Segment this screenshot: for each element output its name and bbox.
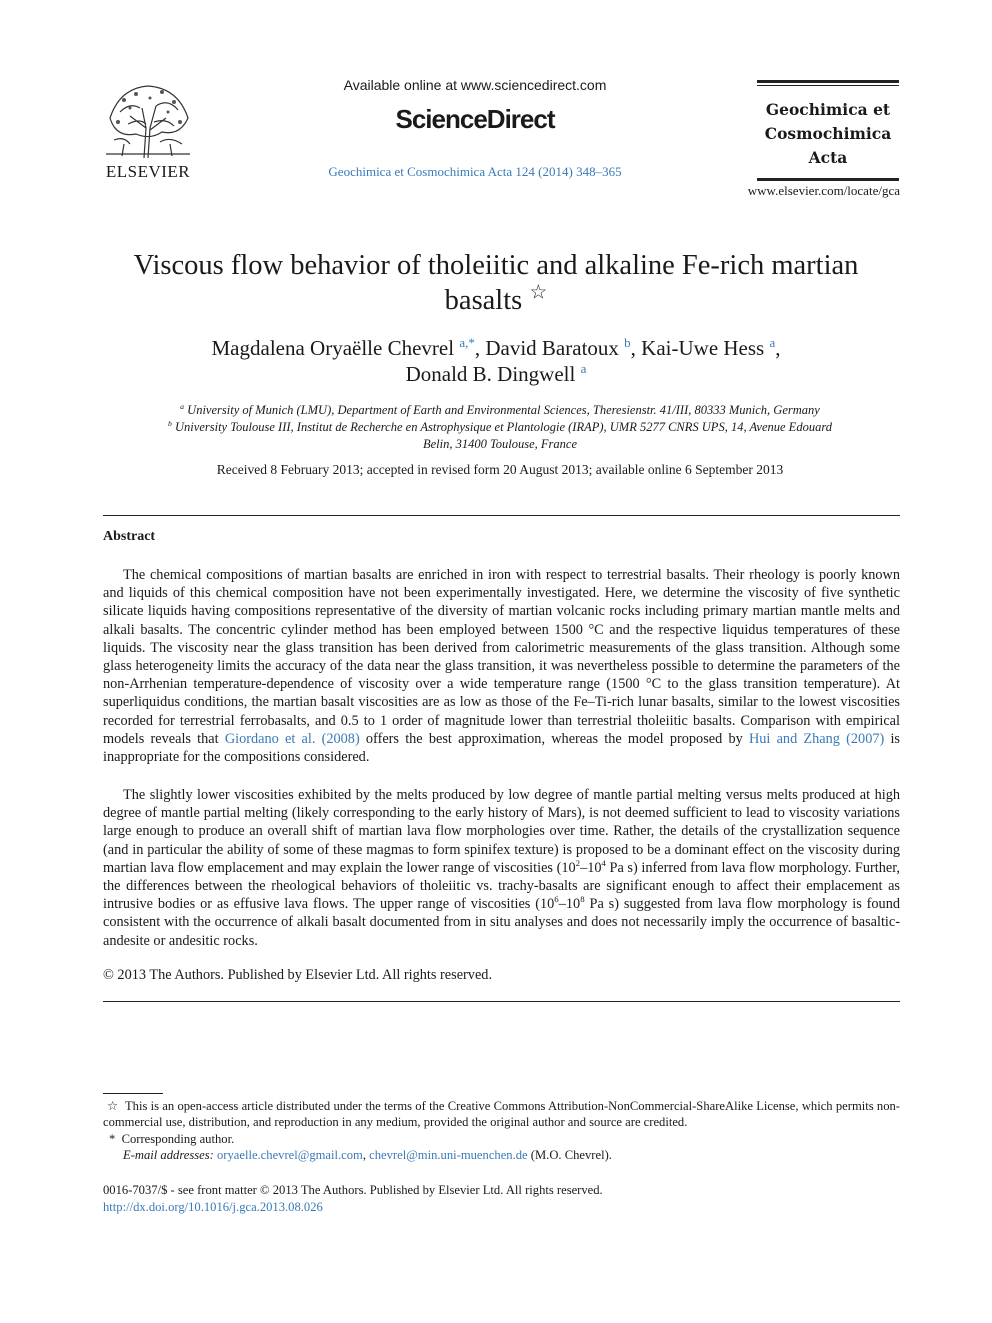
footnote-asterisk: * bbox=[109, 1132, 116, 1146]
journal-name-line: Geochimica et bbox=[765, 100, 891, 119]
author-name[interactable]: Kai-Uwe Hess bbox=[641, 336, 765, 360]
journal-name-line: Acta bbox=[808, 148, 848, 167]
author-line-1: Magdalena Oryaëlle Chevrel $^{a,*}$, David Baratoux $^b$, Kai-Uwe Hess $^a$, bbox=[211, 335, 781, 360]
article-title bbox=[90, 248, 902, 318]
affiliation-b bbox=[100, 419, 900, 436]
abstract-paragraph-1 bbox=[103, 566, 900, 766]
journal-rule-bottom bbox=[757, 178, 899, 181]
affiliation-marker: a bbox=[180, 401, 185, 411]
abstract-bottom-rule bbox=[103, 1001, 900, 1002]
footnote-rule bbox=[103, 1093, 163, 1094]
footnote-text: Corresponding author. bbox=[121, 1132, 235, 1146]
email-label: E-mail addresses: bbox=[123, 1148, 214, 1162]
abstract-text: –10 bbox=[558, 896, 581, 913]
elsevier-tree-icon bbox=[100, 78, 196, 160]
abstract-top-rule bbox=[103, 515, 900, 516]
doi-link[interactable]: http://dx.doi.org/10.1016/j.gca.2013.08.026 bbox=[103, 1200, 323, 1214]
elsevier-logo bbox=[100, 78, 196, 184]
abstract-text: offers the best approximation, whereas the model proposed by bbox=[359, 730, 749, 747]
article-dates: Received 8 February 2013; accepted in revised form 20 August 2013; available online 6 September 2013 bbox=[216, 462, 784, 477]
journal-url[interactable]: www.elsevier.com/locate/gca bbox=[747, 183, 900, 198]
email-link[interactable]: chevrel@min.uni-muenchen.de bbox=[369, 1148, 528, 1162]
abstract-text: Pa s) inferred from lava flow morphology. Further, the differences between the rheological behaviors of tholeiitic vs. trachy-basalts are significant enough to affect their emplacement as intrusive bodies or as effusive lava flows. The upper range of viscosities (10 bbox=[103, 859, 900, 913]
reference-link[interactable]: Giordano et al. (2008) bbox=[224, 730, 360, 747]
publisher-name: ELSEVIER bbox=[105, 162, 191, 181]
author-name[interactable]: Donald B. Dingwell bbox=[405, 362, 576, 386]
author-affiliation-marker[interactable]: b bbox=[624, 335, 631, 350]
email-footnote bbox=[103, 1147, 900, 1163]
abstract-text: is inappropriate for the compositions considered. bbox=[103, 730, 900, 766]
exponent: 8 bbox=[580, 894, 585, 905]
abstract-text: The chemical compositions of martian basalts are enriched in iron with respect to terrestrial basalts. Their rheology is poorly known and liquids of this chemical composition have not been experimentally investigated. Here, we determine the viscosity of five synthetic silicate liquids having compositions representative of the diversity of martian volcanic rocks including primary martian mantle melts and alkali basalts. The concentric cylinder method has been employed between 1500 °C and the respective liquidus temperatures of these liquids. The viscosity near the glass transition has been derived from calorimetric measurements of the glass transition. Although some glass heterogeneity limits the accuracy of the data near the glass transition, it was nevertheless possible to determine the parameters of the non-Arrhenian temperature-dependence of viscosity over a wide temperature range (1500 °C to the glass transition temperature). At superliquidus conditions, the martian basalt viscosities are as low as those of the Fe–Ti-rich lunar basalts, similar to the lowest viscosities recorded for terrestrial ferrobasalts, and 0.5 to 1 order of magnitude lower than terrestrial tholeiitic basalts. Comparison with empirical models reveals that bbox=[103, 567, 900, 747]
abstract-text: The slightly lower viscosities exhibited by the melts produced by low degree of mantle partial melting versus melts produced at high degree of mantle partial melting (likely corresponding to the early history of Mars), is not deemed sufficient to lead to viscosity variations large enough to produce an overall shift of martian lava flow morphologies over time. Rather, the details of the crystallization sequence (and in particular the ability of some of these magmas to form spinifex texture) is proposed to be a dominant effect on the viscosity during martian lava flow emplacement and may explain the lower range of viscosities (10 bbox=[103, 787, 900, 876]
email-link[interactable]: oryaelle.chevrel@gmail.com bbox=[216, 1148, 363, 1162]
author-name[interactable]: Magdalena Oryaëlle Chevrel bbox=[211, 336, 455, 360]
journal-rule-top bbox=[757, 80, 899, 83]
title-line-2 bbox=[90, 283, 902, 318]
abstract-copyright: © 2013 The Authors. Published by Elsevier Ltd. All rights reserved. bbox=[103, 967, 493, 983]
exponent: 6 bbox=[554, 894, 559, 905]
affiliation-text: University of Munich (LMU), Department of Earth and Environmental Sciences, Theresienstr. 41/III, 80333 Munich, Germany bbox=[187, 403, 820, 417]
exponent: 4 bbox=[601, 858, 606, 869]
author-list bbox=[120, 335, 872, 387]
issn-line: 0016-7037/$ - see front matter © 2013 The Authors. Published by Elsevier Ltd. All rights reserved. bbox=[103, 1183, 603, 1197]
journal-citation-link[interactable]: Geochimica et Cosmochimica Acta 124 (2014) 348–365 bbox=[328, 164, 622, 179]
abstract-text: Pa s) suggested from lava flow morphology is found consistent with the occurrence of alkali basalt documented from in situ analyses and does not necessarily imply the occurrence of basaltic-andesite or andesitic rocks. bbox=[103, 896, 900, 949]
email-suffix: (M.O. Chevrel). bbox=[527, 1148, 612, 1162]
author-affiliation-marker[interactable]: a bbox=[769, 335, 776, 350]
email-separator: , bbox=[362, 1148, 370, 1162]
footnote-star: ☆ bbox=[107, 1099, 119, 1113]
journal-name bbox=[757, 86, 899, 178]
title-line-1: Viscous flow behavior of tholeiitic and alkaline Fe-rich martian bbox=[133, 250, 859, 281]
author-affiliation-marker[interactable]: a,* bbox=[459, 335, 475, 350]
available-online-text: Available online at www.sciencedirect.com bbox=[343, 77, 607, 93]
affiliation-marker: b bbox=[168, 418, 172, 428]
open-access-footnote bbox=[103, 1098, 900, 1131]
sciencedirect-logo[interactable]: ScienceDirect bbox=[395, 104, 555, 134]
title-line-2-text: basalts bbox=[444, 285, 523, 316]
affiliation-a bbox=[100, 402, 900, 419]
journal-name-line: Cosmochimica bbox=[764, 124, 892, 143]
footnote-text: This is an open-access article distributed under the terms of the Creative Commons Attribution-NonCommercial-ShareAlike License, which permits non-commercial use, distribution, and reproduction in any medium, provided the original author and source are credited. bbox=[103, 1099, 900, 1130]
exponent: 2 bbox=[575, 858, 581, 869]
journal-name-box bbox=[757, 80, 899, 181]
author-name[interactable]: David Baratoux bbox=[485, 336, 619, 360]
abstract-heading: Abstract bbox=[103, 529, 156, 544]
author-line-2 bbox=[120, 361, 872, 387]
affiliation-b-continued: Belin, 31400 Toulouse, France bbox=[422, 437, 578, 451]
abstract-paragraph-2 bbox=[103, 786, 900, 950]
author-affiliation-marker[interactable]: a bbox=[580, 361, 587, 376]
corresponding-author-footnote bbox=[103, 1131, 900, 1147]
title-footnote-star[interactable]: ☆ bbox=[529, 281, 548, 304]
abstract-text: –10 bbox=[580, 859, 602, 876]
affiliations bbox=[100, 402, 900, 453]
reference-link[interactable]: Hui and Zhang (2007) bbox=[748, 730, 885, 747]
affiliation-text: University Toulouse III, Institut de Recherche en Astrophysique et Plantologie (IRAP), UMR 5277 CNRS UPS, 14, Avenue Edouard bbox=[175, 420, 832, 434]
